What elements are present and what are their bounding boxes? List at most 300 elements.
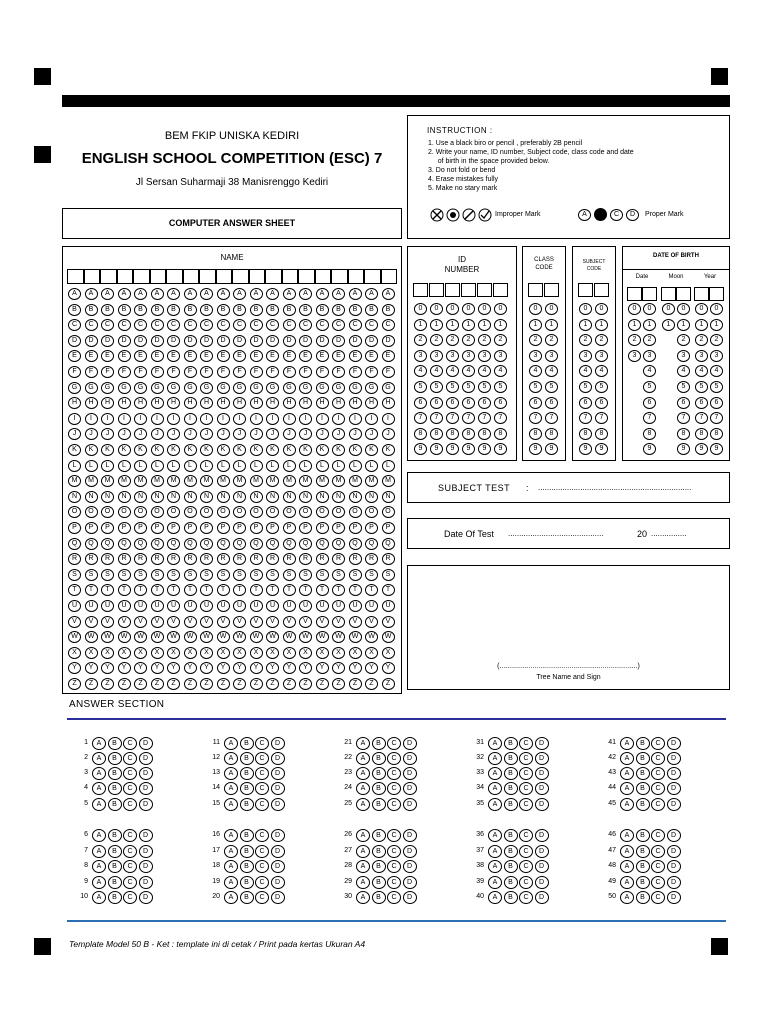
name-bubble[interactable]: P <box>217 522 230 534</box>
answer-bubble[interactable]: C <box>519 782 533 795</box>
answer-bubble[interactable]: A <box>356 829 370 842</box>
name-bubble[interactable]: W <box>266 631 279 643</box>
answer-bubble[interactable]: A <box>92 798 106 811</box>
dob-digit-bubble[interactable]: 1 <box>677 319 690 331</box>
name-bubble[interactable]: I <box>101 413 114 425</box>
answer-bubble[interactable]: D <box>403 798 417 811</box>
name-bubble[interactable]: S <box>266 569 279 581</box>
name-bubble[interactable]: M <box>266 475 279 487</box>
name-bubble[interactable]: E <box>184 350 197 362</box>
name-bubble[interactable]: S <box>332 569 345 581</box>
name-bubble[interactable]: J <box>118 428 131 440</box>
id-digit-bubble[interactable]: 6 <box>446 397 459 409</box>
id-digit-bubble[interactable]: 8 <box>462 428 475 440</box>
answer-bubble[interactable]: C <box>519 876 533 889</box>
name-bubble[interactable]: C <box>85 319 98 331</box>
id-digit-box[interactable] <box>413 283 428 297</box>
name-bubble[interactable]: D <box>349 335 362 347</box>
id-digit-bubble[interactable]: 1 <box>478 319 491 331</box>
class-digit-bubble[interactable]: 0 <box>545 303 558 315</box>
name-bubble[interactable]: C <box>184 319 197 331</box>
name-bubble[interactable]: L <box>118 460 131 472</box>
answer-bubble[interactable]: A <box>92 876 106 889</box>
answer-bubble[interactable]: B <box>108 737 122 750</box>
name-bubble[interactable]: E <box>332 350 345 362</box>
name-bubble[interactable]: R <box>200 553 213 565</box>
answer-bubble[interactable]: C <box>651 767 665 780</box>
answer-bubble[interactable]: D <box>535 782 549 795</box>
name-bubble[interactable]: D <box>151 335 164 347</box>
name-bubble[interactable]: R <box>349 553 362 565</box>
name-bubble[interactable]: A <box>217 288 230 300</box>
name-bubble[interactable]: S <box>283 569 296 581</box>
name-bubble[interactable]: I <box>118 413 131 425</box>
name-bubble[interactable]: J <box>68 428 81 440</box>
id-digit-bubble[interactable]: 3 <box>414 350 427 362</box>
subject-digit-bubble[interactable]: 4 <box>595 365 608 377</box>
name-bubble[interactable]: S <box>68 569 81 581</box>
name-bubble[interactable]: Z <box>233 678 246 690</box>
subject-digit-bubble[interactable]: 7 <box>595 412 608 424</box>
answer-bubble[interactable]: C <box>255 798 269 811</box>
answer-bubble[interactable]: D <box>535 829 549 842</box>
name-bubble[interactable]: P <box>184 522 197 534</box>
name-bubble[interactable]: T <box>283 584 296 596</box>
name-bubble[interactable]: E <box>151 350 164 362</box>
dob-digit-bubble[interactable]: 2 <box>695 334 708 346</box>
dob-digit-box[interactable] <box>694 287 709 301</box>
name-bubble[interactable]: L <box>299 460 312 472</box>
name-bubble[interactable]: Q <box>200 538 213 550</box>
name-bubble[interactable]: Q <box>266 538 279 550</box>
name-bubble[interactable]: T <box>250 584 263 596</box>
name-bubble[interactable]: S <box>184 569 197 581</box>
name-bubble[interactable]: C <box>217 319 230 331</box>
dob-digit-bubble[interactable]: 9 <box>710 443 723 455</box>
name-bubble[interactable]: N <box>134 491 147 503</box>
name-bubble[interactable]: N <box>382 491 395 503</box>
name-bubble[interactable]: V <box>299 616 312 628</box>
name-bubble[interactable]: U <box>134 600 147 612</box>
name-bubble[interactable]: A <box>68 288 81 300</box>
name-bubble[interactable]: T <box>101 584 114 596</box>
id-digit-bubble[interactable]: 4 <box>478 365 491 377</box>
name-bubble[interactable]: S <box>118 569 131 581</box>
name-bubble[interactable]: U <box>167 600 180 612</box>
name-bubble[interactable]: O <box>382 506 395 518</box>
name-bubble[interactable]: U <box>233 600 246 612</box>
name-bubble[interactable]: A <box>134 288 147 300</box>
answer-bubble[interactable]: B <box>636 737 650 750</box>
name-bubble[interactable]: C <box>250 319 263 331</box>
name-bubble[interactable]: A <box>118 288 131 300</box>
name-bubble[interactable]: B <box>233 304 246 316</box>
name-bubble[interactable]: V <box>332 616 345 628</box>
answer-bubble[interactable]: A <box>92 860 106 873</box>
subject-digit-bubble[interactable]: 9 <box>595 443 608 455</box>
name-bubble[interactable]: U <box>151 600 164 612</box>
name-bubble[interactable]: K <box>151 444 164 456</box>
name-bubble[interactable]: D <box>250 335 263 347</box>
id-digit-box[interactable] <box>445 283 460 297</box>
answer-bubble[interactable]: C <box>387 860 401 873</box>
name-bubble[interactable]: Z <box>151 678 164 690</box>
name-bubble[interactable]: B <box>382 304 395 316</box>
answer-bubble[interactable]: D <box>667 798 681 811</box>
name-bubble[interactable]: F <box>382 366 395 378</box>
name-bubble[interactable]: P <box>316 522 329 534</box>
name-bubble[interactable]: O <box>365 506 378 518</box>
name-bubble[interactable]: O <box>332 506 345 518</box>
answer-bubble[interactable]: B <box>372 860 386 873</box>
class-digit-bubble[interactable]: 1 <box>545 319 558 331</box>
name-bubble[interactable]: W <box>101 631 114 643</box>
name-bubble[interactable]: D <box>299 335 312 347</box>
name-bubble[interactable]: C <box>266 319 279 331</box>
id-digit-bubble[interactable]: 0 <box>494 303 507 315</box>
answer-bubble[interactable]: A <box>620 845 634 858</box>
name-bubble[interactable]: L <box>365 460 378 472</box>
name-bubble[interactable]: Q <box>299 538 312 550</box>
name-bubble[interactable]: G <box>217 382 230 394</box>
name-bubble[interactable]: V <box>217 616 230 628</box>
name-bubble[interactable]: W <box>283 631 296 643</box>
answer-bubble[interactable]: C <box>123 876 137 889</box>
name-bubble[interactable]: V <box>349 616 362 628</box>
answer-bubble[interactable]: D <box>535 767 549 780</box>
name-bubble[interactable]: W <box>200 631 213 643</box>
name-bubble[interactable]: R <box>134 553 147 565</box>
name-bubble[interactable]: U <box>316 600 329 612</box>
name-bubble[interactable]: M <box>118 475 131 487</box>
name-bubble[interactable]: B <box>349 304 362 316</box>
name-bubble[interactable]: B <box>118 304 131 316</box>
name-bubble[interactable]: Z <box>134 678 147 690</box>
name-bubble[interactable]: V <box>365 616 378 628</box>
name-bubble[interactable]: O <box>101 506 114 518</box>
name-bubble[interactable]: L <box>217 460 230 472</box>
name-bubble[interactable]: Y <box>101 662 114 674</box>
name-bubble[interactable]: B <box>167 304 180 316</box>
dob-digit-bubble[interactable]: 5 <box>695 381 708 393</box>
name-bubble[interactable]: Z <box>184 678 197 690</box>
name-bubble[interactable]: A <box>184 288 197 300</box>
name-bubble[interactable]: C <box>233 319 246 331</box>
name-bubble[interactable]: S <box>365 569 378 581</box>
answer-bubble[interactable]: A <box>356 767 370 780</box>
name-letter-box[interactable] <box>84 269 101 284</box>
answer-bubble[interactable]: D <box>667 860 681 873</box>
name-bubble[interactable]: C <box>134 319 147 331</box>
name-bubble[interactable]: P <box>332 522 345 534</box>
name-bubble[interactable]: L <box>167 460 180 472</box>
name-bubble[interactable]: Q <box>349 538 362 550</box>
answer-bubble[interactable]: A <box>620 767 634 780</box>
answer-bubble[interactable]: B <box>108 752 122 765</box>
answer-bubble[interactable]: B <box>372 737 386 750</box>
name-bubble[interactable]: G <box>283 382 296 394</box>
class-digit-bubble[interactable]: 1 <box>529 319 542 331</box>
name-bubble[interactable]: H <box>101 397 114 409</box>
name-bubble[interactable]: Y <box>184 662 197 674</box>
name-bubble[interactable]: G <box>118 382 131 394</box>
answer-bubble[interactable]: A <box>620 798 634 811</box>
name-bubble[interactable]: W <box>332 631 345 643</box>
answer-bubble[interactable]: A <box>488 767 502 780</box>
name-bubble[interactable]: H <box>85 397 98 409</box>
id-digit-bubble[interactable]: 4 <box>446 365 459 377</box>
name-bubble[interactable]: K <box>118 444 131 456</box>
name-bubble[interactable]: U <box>250 600 263 612</box>
answer-bubble[interactable]: A <box>224 860 238 873</box>
name-bubble[interactable]: U <box>332 600 345 612</box>
name-bubble[interactable]: Z <box>85 678 98 690</box>
answer-bubble[interactable]: D <box>139 891 153 904</box>
answer-bubble[interactable]: D <box>535 798 549 811</box>
id-digit-bubble[interactable]: 2 <box>478 334 491 346</box>
class-digit-bubble[interactable]: 3 <box>529 350 542 362</box>
name-bubble[interactable]: W <box>134 631 147 643</box>
name-bubble[interactable]: X <box>134 647 147 659</box>
answer-bubble[interactable]: B <box>372 752 386 765</box>
id-digit-bubble[interactable]: 6 <box>414 397 427 409</box>
answer-bubble[interactable]: C <box>123 860 137 873</box>
answer-bubble[interactable]: B <box>240 737 254 750</box>
answer-bubble[interactable]: D <box>667 876 681 889</box>
answer-bubble[interactable]: B <box>108 798 122 811</box>
name-bubble[interactable]: D <box>316 335 329 347</box>
id-digit-bubble[interactable]: 9 <box>446 443 459 455</box>
name-letter-box[interactable] <box>298 269 315 284</box>
name-bubble[interactable]: L <box>382 460 395 472</box>
name-bubble[interactable]: L <box>134 460 147 472</box>
name-bubble[interactable]: G <box>101 382 114 394</box>
name-letter-box[interactable] <box>150 269 167 284</box>
name-bubble[interactable]: L <box>250 460 263 472</box>
name-bubble[interactable]: N <box>349 491 362 503</box>
name-bubble[interactable]: B <box>283 304 296 316</box>
name-bubble[interactable]: U <box>184 600 197 612</box>
answer-bubble[interactable]: D <box>667 767 681 780</box>
name-bubble[interactable]: A <box>266 288 279 300</box>
answer-bubble[interactable]: B <box>240 891 254 904</box>
id-digit-bubble[interactable]: 4 <box>430 365 443 377</box>
answer-bubble[interactable]: C <box>255 767 269 780</box>
id-digit-bubble[interactable]: 6 <box>430 397 443 409</box>
name-bubble[interactable]: U <box>283 600 296 612</box>
name-bubble[interactable]: W <box>299 631 312 643</box>
dob-digit-bubble[interactable]: 2 <box>677 334 690 346</box>
name-bubble[interactable]: X <box>167 647 180 659</box>
answer-bubble[interactable]: D <box>667 737 681 750</box>
name-bubble[interactable]: Y <box>85 662 98 674</box>
name-bubble[interactable]: M <box>332 475 345 487</box>
name-bubble[interactable]: F <box>250 366 263 378</box>
name-bubble[interactable]: P <box>283 522 296 534</box>
dob-digit-bubble[interactable]: 4 <box>677 365 690 377</box>
id-digit-bubble[interactable]: 6 <box>462 397 475 409</box>
name-bubble[interactable]: F <box>167 366 180 378</box>
name-bubble[interactable]: T <box>167 584 180 596</box>
name-bubble[interactable]: R <box>85 553 98 565</box>
name-bubble[interactable]: J <box>151 428 164 440</box>
name-bubble[interactable]: Z <box>167 678 180 690</box>
name-bubble[interactable]: R <box>217 553 230 565</box>
name-bubble[interactable]: Q <box>167 538 180 550</box>
answer-bubble[interactable]: A <box>224 845 238 858</box>
name-bubble[interactable]: K <box>332 444 345 456</box>
name-bubble[interactable]: S <box>151 569 164 581</box>
answer-bubble[interactable]: D <box>667 845 681 858</box>
name-bubble[interactable]: Y <box>316 662 329 674</box>
name-bubble[interactable]: F <box>118 366 131 378</box>
name-bubble[interactable]: V <box>134 616 147 628</box>
answer-bubble[interactable]: A <box>488 845 502 858</box>
answer-bubble[interactable]: C <box>387 891 401 904</box>
class-digit-bubble[interactable]: 5 <box>545 381 558 393</box>
answer-bubble[interactable]: D <box>271 782 285 795</box>
dob-digit-bubble[interactable]: 7 <box>695 412 708 424</box>
name-bubble[interactable]: Y <box>365 662 378 674</box>
answer-bubble[interactable]: D <box>139 798 153 811</box>
name-bubble[interactable]: I <box>217 413 230 425</box>
name-bubble[interactable]: Z <box>68 678 81 690</box>
name-bubble[interactable]: G <box>184 382 197 394</box>
name-bubble[interactable]: N <box>118 491 131 503</box>
name-letter-box[interactable] <box>100 269 117 284</box>
name-bubble[interactable]: I <box>349 413 362 425</box>
name-bubble[interactable]: X <box>68 647 81 659</box>
name-bubble[interactable]: K <box>266 444 279 456</box>
dob-digit-bubble[interactable]: 5 <box>710 381 723 393</box>
name-bubble[interactable]: T <box>365 584 378 596</box>
dob-digit-bubble[interactable]: 4 <box>695 365 708 377</box>
answer-bubble[interactable]: D <box>139 782 153 795</box>
name-bubble[interactable]: P <box>85 522 98 534</box>
name-bubble[interactable]: L <box>68 460 81 472</box>
answer-bubble[interactable]: C <box>255 829 269 842</box>
name-bubble[interactable]: S <box>217 569 230 581</box>
name-bubble[interactable]: I <box>332 413 345 425</box>
name-bubble[interactable]: H <box>167 397 180 409</box>
name-bubble[interactable]: P <box>250 522 263 534</box>
name-bubble[interactable]: L <box>316 460 329 472</box>
name-bubble[interactable]: K <box>101 444 114 456</box>
id-digit-bubble[interactable]: 5 <box>446 381 459 393</box>
id-digit-bubble[interactable]: 1 <box>430 319 443 331</box>
id-digit-bubble[interactable]: 3 <box>430 350 443 362</box>
answer-bubble[interactable]: D <box>403 752 417 765</box>
dob-digit-bubble[interactable]: 1 <box>662 319 675 331</box>
name-bubble[interactable]: O <box>68 506 81 518</box>
name-bubble[interactable]: C <box>200 319 213 331</box>
id-digit-box[interactable] <box>429 283 444 297</box>
answer-bubble[interactable]: D <box>403 845 417 858</box>
name-bubble[interactable]: H <box>118 397 131 409</box>
answer-bubble[interactable]: C <box>519 845 533 858</box>
name-bubble[interactable]: Y <box>118 662 131 674</box>
name-bubble[interactable]: T <box>266 584 279 596</box>
answer-bubble[interactable]: B <box>240 752 254 765</box>
name-bubble[interactable]: J <box>316 428 329 440</box>
name-bubble[interactable]: N <box>316 491 329 503</box>
dob-digit-bubble[interactable]: 8 <box>695 428 708 440</box>
answer-bubble[interactable]: D <box>535 860 549 873</box>
answer-bubble[interactable]: A <box>92 767 106 780</box>
name-bubble[interactable]: D <box>184 335 197 347</box>
name-bubble[interactable]: W <box>365 631 378 643</box>
subject-digit-bubble[interactable]: 2 <box>579 334 592 346</box>
answer-bubble[interactable]: B <box>636 782 650 795</box>
name-bubble[interactable]: R <box>299 553 312 565</box>
class-digit-bubble[interactable]: 2 <box>529 334 542 346</box>
dob-digit-bubble[interactable]: 3 <box>643 350 656 362</box>
answer-bubble[interactable]: A <box>620 752 634 765</box>
answer-bubble[interactable]: B <box>240 876 254 889</box>
subject-digit-bubble[interactable]: 2 <box>595 334 608 346</box>
name-bubble[interactable]: S <box>200 569 213 581</box>
name-bubble[interactable]: F <box>365 366 378 378</box>
answer-bubble[interactable]: C <box>255 876 269 889</box>
name-bubble[interactable]: C <box>382 319 395 331</box>
name-bubble[interactable]: R <box>266 553 279 565</box>
name-bubble[interactable]: D <box>200 335 213 347</box>
name-bubble[interactable]: Z <box>250 678 263 690</box>
name-bubble[interactable]: Z <box>332 678 345 690</box>
name-bubble[interactable]: V <box>68 616 81 628</box>
name-bubble[interactable]: E <box>134 350 147 362</box>
class-digit-box[interactable] <box>528 283 543 297</box>
name-bubble[interactable]: G <box>349 382 362 394</box>
answer-bubble[interactable]: A <box>488 782 502 795</box>
name-bubble[interactable]: C <box>283 319 296 331</box>
name-bubble[interactable]: T <box>233 584 246 596</box>
name-bubble[interactable]: M <box>250 475 263 487</box>
name-bubble[interactable]: R <box>101 553 114 565</box>
answer-bubble[interactable]: B <box>108 767 122 780</box>
answer-bubble[interactable]: C <box>651 798 665 811</box>
name-bubble[interactable]: A <box>151 288 164 300</box>
name-bubble[interactable]: N <box>200 491 213 503</box>
name-bubble[interactable]: W <box>316 631 329 643</box>
dob-digit-bubble[interactable]: 7 <box>677 412 690 424</box>
answer-bubble[interactable]: B <box>504 860 518 873</box>
name-bubble[interactable]: V <box>382 616 395 628</box>
answer-bubble[interactable]: A <box>92 829 106 842</box>
name-bubble[interactable]: N <box>68 491 81 503</box>
name-bubble[interactable]: R <box>151 553 164 565</box>
answer-bubble[interactable]: C <box>387 752 401 765</box>
name-bubble[interactable]: R <box>382 553 395 565</box>
subject-digit-bubble[interactable]: 9 <box>579 443 592 455</box>
answer-bubble[interactable]: A <box>488 860 502 873</box>
name-bubble[interactable]: N <box>283 491 296 503</box>
name-bubble[interactable]: C <box>332 319 345 331</box>
answer-bubble[interactable]: B <box>504 876 518 889</box>
answer-bubble[interactable]: C <box>123 798 137 811</box>
answer-bubble[interactable]: C <box>519 798 533 811</box>
id-digit-bubble[interactable]: 0 <box>478 303 491 315</box>
name-bubble[interactable]: J <box>365 428 378 440</box>
name-bubble[interactable]: Q <box>382 538 395 550</box>
name-bubble[interactable]: G <box>151 382 164 394</box>
name-bubble[interactable]: F <box>299 366 312 378</box>
class-digit-bubble[interactable]: 5 <box>529 381 542 393</box>
id-digit-bubble[interactable]: 8 <box>430 428 443 440</box>
name-bubble[interactable]: E <box>118 350 131 362</box>
name-bubble[interactable]: J <box>167 428 180 440</box>
name-bubble[interactable]: N <box>101 491 114 503</box>
